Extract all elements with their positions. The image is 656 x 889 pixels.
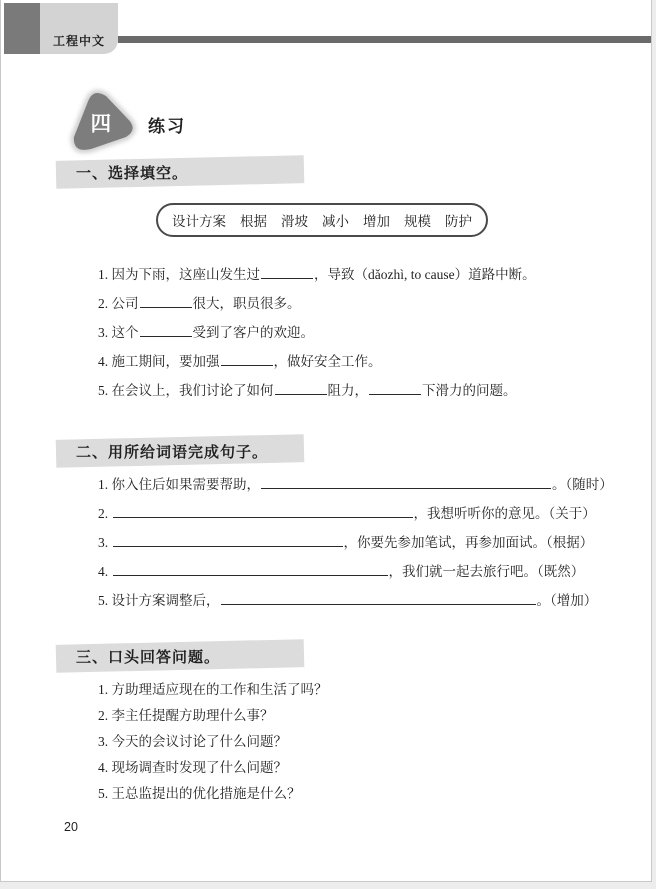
question-text: 下滑力的问题。	[422, 383, 517, 398]
question-line	[98, 499, 618, 528]
question-line	[98, 586, 618, 615]
question-line	[98, 729, 618, 755]
question-line	[98, 376, 618, 405]
question-line	[98, 260, 618, 289]
page-number: 20	[64, 820, 78, 834]
section2-questions	[98, 470, 618, 615]
exercise-badge	[61, 84, 145, 158]
question-text: ，你要先参加笔试，再参加面试。（根据）	[343, 535, 594, 550]
answer-blank[interactable]	[140, 323, 192, 337]
question-text: ，做好安全工作。	[273, 354, 382, 369]
corner-decoration-square	[4, 3, 40, 54]
answer-blank[interactable]	[140, 294, 192, 308]
question-text: ，我想听听你的意见。（关于）	[413, 506, 596, 521]
question-text: 1. 方助理适应现在的工作和生活了吗？	[98, 682, 328, 697]
word-bank-item: 防护	[445, 214, 472, 229]
question-text: 2. 李主任提醒方助理什么事？	[98, 708, 274, 723]
answer-blank[interactable]	[221, 591, 536, 605]
question-line	[98, 781, 618, 807]
question-text: ，导致（dǎozhì, to cause）道路中断。	[314, 267, 536, 282]
question-line	[98, 347, 618, 376]
question-text: 4. 施工期间，要加强	[98, 354, 220, 369]
answer-blank[interactable]	[369, 381, 421, 395]
question-text: 1. 你入住后如果需要帮助，	[98, 477, 260, 492]
question-text: ，我们就一起去旅行吧。（既然）	[388, 564, 585, 579]
section3-title: 三、口头回答问题。	[76, 650, 221, 666]
question-text: 3.	[98, 535, 112, 550]
section2-title: 二、用所给词语完成句子。	[76, 445, 269, 461]
word-bank-item: 减小	[322, 214, 349, 229]
section1-title: 一、选择填空。	[76, 166, 189, 182]
section1-header	[56, 158, 304, 186]
question-line	[98, 557, 618, 586]
question-line	[98, 703, 618, 729]
question-text: 1. 因为下雨，这座山发生过	[98, 267, 260, 282]
word-bank	[156, 203, 488, 237]
exercise-title: 练习	[148, 117, 186, 136]
question-text: 。（增加）	[536, 593, 598, 608]
question-text: 4. 现场调查时发现了什么问题？	[98, 760, 287, 775]
badge-triangle-icon	[61, 84, 145, 158]
word-bank-item: 增加	[363, 214, 390, 229]
question-line	[98, 318, 618, 347]
question-text: 5. 在会议上，我们讨论了如何	[98, 383, 274, 398]
answer-blank[interactable]	[275, 381, 327, 395]
question-line	[98, 289, 618, 318]
header-rule	[118, 36, 651, 43]
question-line	[98, 528, 618, 557]
question-text: 5. 王总监提出的优化措施是什么？	[98, 786, 301, 801]
word-bank-words	[172, 210, 472, 230]
word-bank-item: 设计方案	[172, 214, 226, 229]
word-bank-item: 根据	[240, 214, 267, 229]
answer-blank[interactable]	[261, 265, 313, 279]
question-text: 阻力，	[327, 383, 368, 398]
question-line	[98, 470, 618, 499]
answer-blank[interactable]	[113, 504, 413, 518]
section2-header	[56, 437, 304, 465]
chapter-tab	[40, 3, 118, 54]
question-line	[98, 677, 618, 703]
answer-blank[interactable]	[113, 562, 388, 576]
question-text: 受到了客户的欢迎。	[192, 325, 314, 340]
answer-blank[interactable]	[221, 352, 273, 366]
question-text: 3. 这个	[98, 325, 139, 340]
question-text: 。（随时）	[552, 477, 613, 492]
question-line	[98, 755, 618, 781]
question-text: 3. 今天的会议讨论了什么问题？	[98, 734, 287, 749]
section1-questions	[98, 260, 618, 405]
question-text: 4.	[98, 564, 112, 579]
question-text: 很大，职员很多。	[192, 296, 301, 311]
chapter-tab-label: 工程中文	[52, 34, 105, 48]
word-bank-item: 滑坡	[281, 214, 308, 229]
answer-blank[interactable]	[261, 475, 551, 489]
question-text: 5. 设计方案调整后，	[98, 593, 220, 608]
question-text: 2. 公司	[98, 296, 139, 311]
answer-blank[interactable]	[113, 533, 343, 547]
word-bank-item: 规模	[404, 214, 431, 229]
section3-header	[56, 642, 304, 670]
badge-number: 四	[90, 113, 112, 136]
section3-questions	[98, 677, 618, 807]
question-text: 2.	[98, 506, 112, 521]
